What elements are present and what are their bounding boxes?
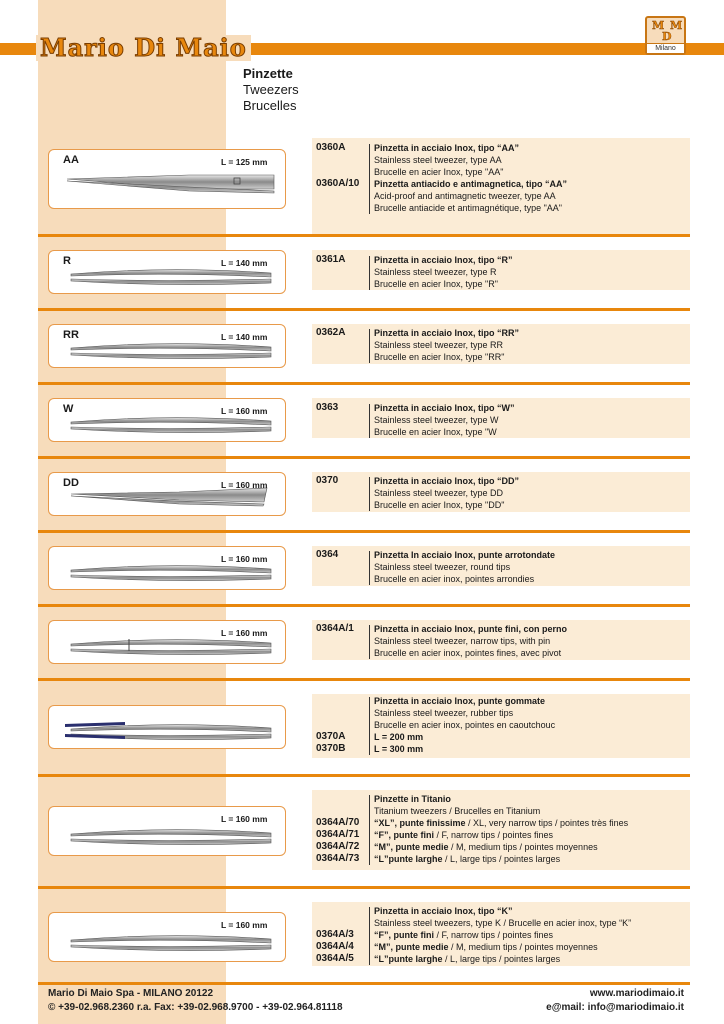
tweezer-length: L = 160 mm bbox=[221, 814, 268, 824]
description-bold: “M”, punte medie bbox=[374, 942, 449, 952]
description-text: / F, narrow tips / pointes fines bbox=[434, 830, 554, 840]
tweezer-length: L = 160 mm bbox=[221, 628, 268, 638]
footer-contacts bbox=[546, 987, 684, 1015]
description-bold: “L”punte larghe bbox=[374, 854, 443, 864]
description-line bbox=[374, 278, 513, 290]
product-code: 0364A/71 bbox=[316, 829, 360, 840]
product-codes bbox=[316, 142, 359, 190]
description-bold: Pinzette in Titanio bbox=[374, 794, 451, 804]
description-bold: Pinzetta antiacido e antimagnetica, tipo “AA” bbox=[374, 179, 568, 189]
product-code: 0370 bbox=[316, 475, 339, 486]
product-image-box bbox=[48, 324, 286, 368]
product-code: 0360A/10 bbox=[316, 178, 360, 189]
product-code: 0361A bbox=[316, 254, 346, 265]
description-text: Titanium tweezers / Brucelles en Titanium bbox=[374, 806, 541, 816]
column-divider bbox=[369, 907, 370, 965]
description-text: Stainless steel tweezer, type AA bbox=[374, 155, 502, 165]
description-line bbox=[374, 561, 555, 573]
product-codes bbox=[316, 623, 354, 635]
product-code: 0364 bbox=[316, 549, 339, 560]
description-line bbox=[374, 953, 631, 965]
description-line bbox=[374, 635, 567, 647]
product-description bbox=[374, 327, 519, 363]
description-line bbox=[374, 549, 555, 561]
product-image-box bbox=[48, 149, 286, 209]
footer-address bbox=[48, 987, 343, 1015]
description-line bbox=[374, 623, 567, 635]
description-text: Stainless steel tweezer, type DD bbox=[374, 488, 504, 498]
tweezer-type: DD bbox=[63, 477, 79, 489]
product-codes bbox=[316, 905, 354, 965]
description-bold: Pinzetta in acciaio Inox, tipo “DD” bbox=[374, 476, 520, 486]
description-bold: Pinzetta in acciaio Inox, tipo “K” bbox=[374, 906, 513, 916]
description-bold: L = 300 mm bbox=[374, 744, 424, 754]
description-text: Stainless steel tweezer, type R bbox=[374, 267, 497, 277]
product-code: 0362A bbox=[316, 327, 346, 338]
product-code: 0370B bbox=[316, 743, 346, 754]
description-bold: Pinzetta in acciaio Inox, tipo “RR” bbox=[374, 328, 520, 338]
description-line bbox=[374, 743, 555, 755]
footer-email[interactable]: e@mail: info@mariodimaio.it bbox=[546, 1002, 684, 1013]
tweezer-type: AA bbox=[63, 154, 79, 166]
product-description bbox=[374, 402, 515, 438]
column-divider bbox=[369, 625, 370, 659]
tweezer-length: L = 160 mm bbox=[221, 554, 268, 564]
description-text: Stainless steel tweezer, narrow tips, with pin bbox=[374, 636, 551, 646]
description-bold: “L”punte larghe bbox=[374, 954, 443, 964]
tweezer-length: L = 160 mm bbox=[221, 480, 268, 490]
description-line bbox=[374, 266, 513, 278]
description-line bbox=[374, 178, 567, 190]
description-line bbox=[374, 573, 555, 585]
description-text: Brucelle en acier inox, pointes en caoutchouc bbox=[374, 720, 556, 730]
description-text: Brucelle en acier Inox, type "W bbox=[374, 427, 497, 437]
product-image-box bbox=[48, 806, 286, 856]
logo-letter-d: D bbox=[662, 30, 672, 43]
description-line bbox=[374, 499, 519, 511]
description-text: Brucelle antiacide et antimagnétique, type "AA" bbox=[374, 203, 563, 213]
tweezer-image bbox=[49, 706, 286, 749]
product-code: 0364A/3 bbox=[316, 929, 354, 940]
description-line bbox=[374, 793, 628, 805]
description-line bbox=[374, 166, 567, 178]
column-divider bbox=[369, 329, 370, 363]
tweezer-length: L = 160 mm bbox=[221, 406, 268, 416]
heading-english: Tweezers bbox=[243, 82, 299, 97]
description-line bbox=[374, 917, 631, 929]
description-bold: “M”, punte medie bbox=[374, 842, 449, 852]
product-description bbox=[374, 142, 567, 214]
product-code: 0363 bbox=[316, 402, 339, 413]
heading-french: Brucelles bbox=[243, 98, 297, 113]
product-code: 0364A/70 bbox=[316, 817, 360, 828]
column-divider bbox=[369, 144, 370, 214]
product-codes bbox=[316, 793, 359, 865]
product-codes bbox=[316, 549, 338, 561]
description-text: / XL, very narrow tips / pointes très fines bbox=[465, 818, 629, 828]
description-line bbox=[374, 731, 555, 743]
product-code bbox=[316, 805, 359, 817]
description-text: Brucelle en acier inox, pointes fines, avec pivot bbox=[374, 648, 562, 658]
column-divider bbox=[369, 551, 370, 585]
description-text: Stainless steel tweezer, rubber tips bbox=[374, 708, 514, 718]
product-description bbox=[374, 905, 631, 965]
footer-company: Mario Di Maio Spa - MILANO 20122 bbox=[48, 988, 214, 999]
section-separator bbox=[38, 982, 690, 985]
product-description bbox=[374, 549, 555, 585]
description-bold: Pinzetta in acciaio Inox, tipo “W” bbox=[374, 403, 515, 413]
section-separator bbox=[38, 456, 690, 459]
product-codes bbox=[316, 402, 338, 414]
product-code bbox=[316, 905, 354, 917]
section-separator bbox=[38, 678, 690, 681]
product-code bbox=[316, 695, 345, 707]
product-image-box bbox=[48, 705, 286, 749]
heading-italian: Pinzette bbox=[243, 66, 293, 81]
description-text: Brucelle en acier Inox, type "RR" bbox=[374, 352, 505, 362]
description-line bbox=[374, 829, 628, 841]
product-image-box bbox=[48, 250, 286, 294]
section-separator bbox=[38, 382, 690, 385]
tweezer-length: L = 140 mm bbox=[221, 258, 268, 268]
description-line bbox=[374, 905, 631, 917]
product-description bbox=[374, 695, 555, 755]
logo-letter-m: M bbox=[670, 19, 683, 32]
description-bold: L = 200 mm bbox=[374, 732, 424, 742]
description-text: / M, medium tips / pointes moyennes bbox=[448, 942, 598, 952]
product-code: 0364A/73 bbox=[316, 853, 360, 864]
tweezer-length: L = 140 mm bbox=[221, 332, 268, 342]
description-line bbox=[374, 647, 567, 659]
description-line bbox=[374, 853, 628, 865]
column-divider bbox=[369, 795, 370, 865]
product-code: 0364A/72 bbox=[316, 841, 360, 852]
tweezer-length: L = 125 mm bbox=[221, 157, 268, 167]
product-description bbox=[374, 793, 628, 865]
description-line bbox=[374, 719, 555, 731]
description-line bbox=[374, 339, 519, 351]
description-line bbox=[374, 475, 519, 487]
description-bold: Pinzetta in acciaio Inox, tipo “R” bbox=[374, 255, 513, 265]
logo-city: Milano bbox=[647, 43, 684, 53]
product-code bbox=[316, 793, 359, 805]
description-bold: “XL”, punte finissime bbox=[374, 818, 466, 828]
description-line bbox=[374, 695, 555, 707]
description-line bbox=[374, 707, 555, 719]
product-image-box bbox=[48, 912, 286, 962]
tweezer-length: L = 160 mm bbox=[221, 920, 268, 930]
product-description bbox=[374, 475, 519, 511]
description-line bbox=[374, 327, 519, 339]
section-separator bbox=[38, 774, 690, 777]
description-line bbox=[374, 190, 567, 202]
product-description bbox=[374, 623, 567, 659]
description-text: Brucelle en acier inox, pointes arrondies bbox=[374, 574, 535, 584]
description-line bbox=[374, 805, 628, 817]
description-text: / L, large tips / pointes larges bbox=[442, 954, 561, 964]
description-line bbox=[374, 254, 513, 266]
tweezer-type: W bbox=[63, 403, 74, 415]
description-line bbox=[374, 929, 631, 941]
description-text: Brucelle en acier Inox, type "R" bbox=[374, 279, 498, 289]
product-code: 0364A/1 bbox=[316, 623, 354, 634]
product-codes bbox=[316, 254, 345, 266]
product-code: 0364A/5 bbox=[316, 953, 354, 964]
product-code: 0370A bbox=[316, 731, 346, 742]
description-bold: Pinzetta in acciaio Inox, punte gommate bbox=[374, 696, 546, 706]
column-divider bbox=[369, 256, 370, 290]
product-code bbox=[316, 719, 345, 731]
description-text: / L, large tips / pointes larges bbox=[442, 854, 561, 864]
description-line bbox=[374, 487, 519, 499]
product-code bbox=[316, 707, 345, 719]
product-image-box bbox=[48, 472, 286, 516]
section-separator bbox=[38, 530, 690, 533]
description-line bbox=[374, 402, 515, 414]
description-bold: “F”, punte fini bbox=[374, 930, 434, 940]
product-codes bbox=[316, 475, 338, 487]
column-divider bbox=[369, 477, 370, 511]
description-line bbox=[374, 841, 628, 853]
product-image-box bbox=[48, 620, 286, 664]
product-image-box bbox=[48, 398, 286, 442]
product-code: 0364A/4 bbox=[316, 941, 354, 952]
description-line bbox=[374, 351, 519, 363]
tweezer-type: R bbox=[63, 255, 71, 267]
product-code bbox=[316, 917, 354, 929]
section-separator bbox=[38, 234, 690, 237]
footer-website[interactable]: www.mariodimaio.it bbox=[589, 988, 684, 999]
product-image-box bbox=[48, 546, 286, 590]
product-description bbox=[374, 254, 513, 290]
description-bold: “F”, punte fini bbox=[374, 830, 434, 840]
logo-letter-m: M bbox=[652, 19, 665, 32]
description-text: / M, medium tips / pointes moyennes bbox=[448, 842, 598, 852]
description-text: Acid-proof and antimagnetic tweezer, type AA bbox=[374, 191, 556, 201]
section-separator bbox=[38, 886, 690, 889]
product-codes bbox=[316, 695, 345, 755]
brand-logo: Mario Di Maio bbox=[36, 35, 251, 61]
description-line bbox=[374, 426, 515, 438]
description-line bbox=[374, 142, 567, 154]
column-divider bbox=[369, 697, 370, 755]
description-bold: Pinzetta in acciaio Inox, tipo “AA” bbox=[374, 143, 520, 153]
description-line bbox=[374, 154, 567, 166]
description-line bbox=[374, 817, 628, 829]
description-text: Brucelle en acier Inox, type "DD" bbox=[374, 500, 505, 510]
description-text: / F, narrow tips / pointes fines bbox=[434, 930, 554, 940]
description-text: Stainless steel tweezers, type K / Brucelle en acier inox, type “K” bbox=[374, 918, 632, 928]
description-text: Stainless steel tweezer, type W bbox=[374, 415, 499, 425]
page-heading bbox=[243, 66, 299, 114]
description-line bbox=[374, 414, 515, 426]
tweezer-type: RR bbox=[63, 329, 79, 341]
mmd-logo bbox=[645, 16, 686, 55]
product-code: 0360A bbox=[316, 142, 346, 153]
product-codes bbox=[316, 327, 345, 339]
column-divider bbox=[369, 404, 370, 438]
description-bold: Pinzetta In acciaio Inox, punte arrotondate bbox=[374, 550, 556, 560]
section-separator bbox=[38, 308, 690, 311]
description-text: Brucelle en acier Inox, type "AA" bbox=[374, 167, 504, 177]
description-bold: Pinzetta in acciaio Inox, punte fini, con perno bbox=[374, 624, 568, 634]
footer-phones: © +39-02.968.2360 r.a. Fax: +39-02.968.9700 - +39-02.964.81118 bbox=[48, 1002, 343, 1013]
description-line bbox=[374, 202, 567, 214]
description-line bbox=[374, 941, 631, 953]
description-text: Stainless steel tweezer, round tips bbox=[374, 562, 511, 572]
description-text: Stainless steel tweezer, type RR bbox=[374, 340, 504, 350]
section-separator bbox=[38, 604, 690, 607]
